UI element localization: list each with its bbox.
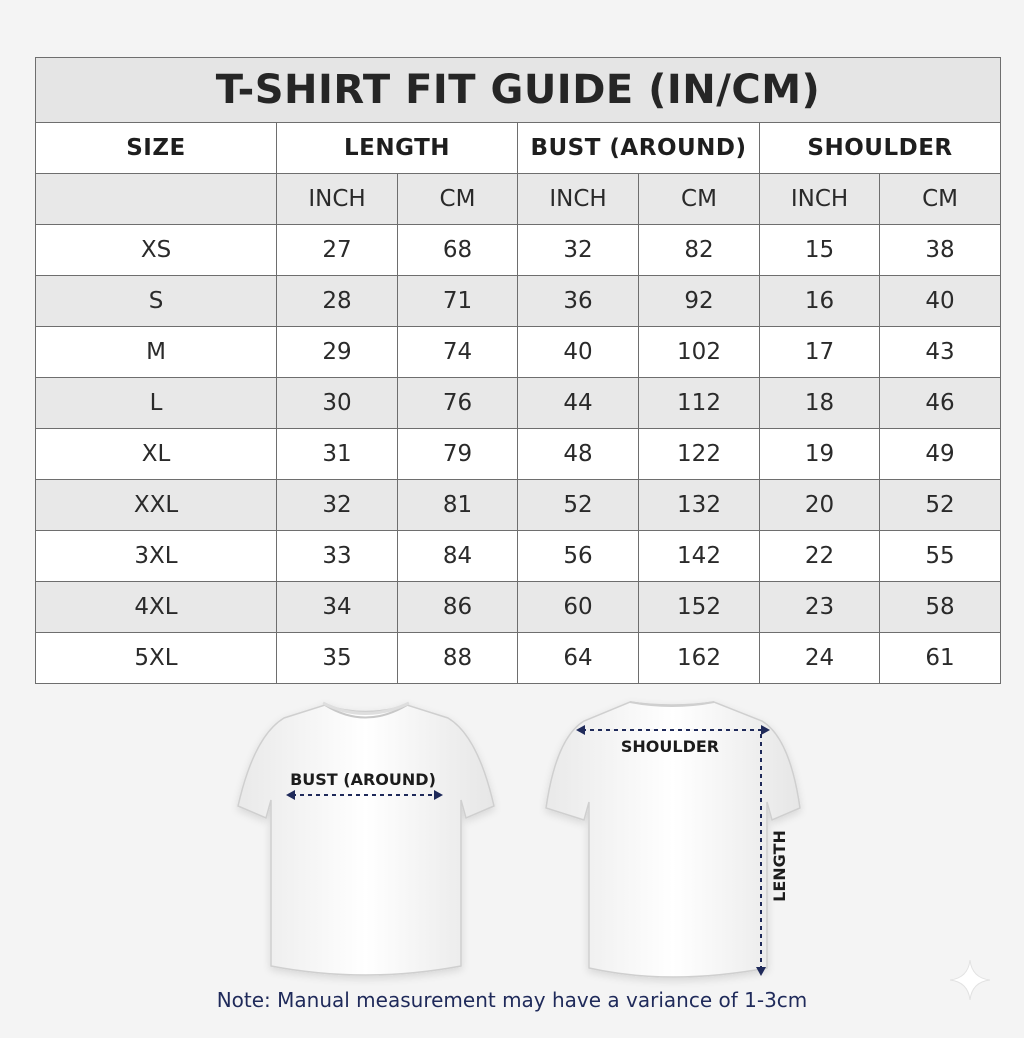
bust-cm-cell: 152 xyxy=(639,582,760,633)
length-inch-cell: 29 xyxy=(277,327,398,378)
size-cell: 3XL xyxy=(36,531,277,582)
length-cm-cell: 74 xyxy=(398,327,518,378)
length-cm-cell: 84 xyxy=(398,531,518,582)
bust-inch-cell: 36 xyxy=(518,276,639,327)
bust-cm-cell: 92 xyxy=(639,276,760,327)
shoulder-cm-cell: 58 xyxy=(880,582,1001,633)
header-shoulder: SHOULDER xyxy=(760,123,1001,174)
bust-inch-cell: 40 xyxy=(518,327,639,378)
length-inch-cell: 32 xyxy=(277,480,398,531)
size-cell: XS xyxy=(36,225,277,276)
length-inch-cell: 30 xyxy=(277,378,398,429)
bust-inch-cell: 32 xyxy=(518,225,639,276)
sparkle-icon xyxy=(948,958,992,1002)
table-row xyxy=(36,480,1001,531)
front-tshirt-image xyxy=(238,703,494,975)
length-inch-cell: 33 xyxy=(277,531,398,582)
shoulder-inch-cell: 15 xyxy=(760,225,880,276)
length-cm-cell: 86 xyxy=(398,582,518,633)
table-row xyxy=(36,225,1001,276)
shoulder-inch-cell: 19 xyxy=(760,429,880,480)
title-row xyxy=(36,58,1001,123)
bust-inch-cell: 44 xyxy=(518,378,639,429)
bust-cm-cell: 162 xyxy=(639,633,760,684)
shoulder-cm-cell: 49 xyxy=(880,429,1001,480)
shoulder-inch-cell: 22 xyxy=(760,531,880,582)
bust-inch-cell: 64 xyxy=(518,633,639,684)
length-cm-cell: 79 xyxy=(398,429,518,480)
table-row xyxy=(36,276,1001,327)
table-row xyxy=(36,531,1001,582)
unit-shoulder-inch: INCH xyxy=(760,174,880,225)
unit-shoulder-cm: CM xyxy=(880,174,1001,225)
arrow-down-icon xyxy=(756,967,766,976)
shoulder-cm-cell: 38 xyxy=(880,225,1001,276)
unit-length-cm: CM xyxy=(398,174,518,225)
measurement-note: Note: Manual measurement may have a variance of 1-3cm xyxy=(216,988,808,1012)
bust-inch-cell: 56 xyxy=(518,531,639,582)
table-row xyxy=(36,582,1001,633)
shoulder-cm-cell: 61 xyxy=(880,633,1001,684)
table-row xyxy=(36,378,1001,429)
bust-cm-cell: 142 xyxy=(639,531,760,582)
header-length: LENGTH xyxy=(277,123,518,174)
shoulder-inch-cell: 16 xyxy=(760,276,880,327)
length-cm-cell: 68 xyxy=(398,225,518,276)
shoulder-cm-cell: 52 xyxy=(880,480,1001,531)
chart-title: T-SHIRT FIT GUIDE (IN/CM) xyxy=(36,58,1001,123)
shoulder-cm-cell: 40 xyxy=(880,276,1001,327)
unit-bust-inch: INCH xyxy=(518,174,639,225)
bust-cm-cell: 122 xyxy=(639,429,760,480)
length-cm-cell: 76 xyxy=(398,378,518,429)
shoulder-inch-cell: 24 xyxy=(760,633,880,684)
bust-inch-cell: 60 xyxy=(518,582,639,633)
shoulder-label: SHOULDER xyxy=(620,737,720,756)
bust-cm-cell: 132 xyxy=(639,480,760,531)
table-row xyxy=(36,429,1001,480)
shoulder-cm-cell: 55 xyxy=(880,531,1001,582)
tshirt-measurement-illustration xyxy=(0,688,1024,988)
length-inch-cell: 34 xyxy=(277,582,398,633)
size-cell: XL xyxy=(36,429,277,480)
size-cell: L xyxy=(36,378,277,429)
size-chart-table xyxy=(35,57,1001,684)
length-inch-cell: 31 xyxy=(277,429,398,480)
shoulder-cm-cell: 43 xyxy=(880,327,1001,378)
length-inch-cell: 35 xyxy=(277,633,398,684)
bust-cm-cell: 102 xyxy=(639,327,760,378)
header-size: SIZE xyxy=(36,123,277,174)
size-chart-body xyxy=(36,58,1001,684)
bust-cm-cell: 112 xyxy=(639,378,760,429)
header-bust: BUST (AROUND) xyxy=(518,123,760,174)
bust-cm-cell: 82 xyxy=(639,225,760,276)
size-cell: 5XL xyxy=(36,633,277,684)
table-row xyxy=(36,327,1001,378)
length-cm-cell: 88 xyxy=(398,633,518,684)
shoulder-cm-cell: 46 xyxy=(880,378,1001,429)
shoulder-inch-cell: 23 xyxy=(760,582,880,633)
unit-header-row xyxy=(36,174,1001,225)
size-cell: M xyxy=(36,327,277,378)
length-cm-cell: 81 xyxy=(398,480,518,531)
bust-inch-cell: 52 xyxy=(518,480,639,531)
unit-length-inch: INCH xyxy=(277,174,398,225)
bust-label: BUST (AROUND) xyxy=(290,770,436,789)
size-cell: S xyxy=(36,276,277,327)
bust-inch-cell: 48 xyxy=(518,429,639,480)
unit-blank-cell xyxy=(36,174,277,225)
shoulder-inch-cell: 17 xyxy=(760,327,880,378)
length-inch-cell: 28 xyxy=(277,276,398,327)
unit-bust-cm: CM xyxy=(639,174,760,225)
size-cell: XXL xyxy=(36,480,277,531)
column-header-row xyxy=(36,123,1001,174)
length-inch-cell: 27 xyxy=(277,225,398,276)
length-cm-cell: 71 xyxy=(398,276,518,327)
shoulder-inch-cell: 18 xyxy=(760,378,880,429)
length-label: LENGTH xyxy=(770,830,789,902)
shoulder-inch-cell: 20 xyxy=(760,480,880,531)
table-row xyxy=(36,633,1001,684)
size-cell: 4XL xyxy=(36,582,277,633)
